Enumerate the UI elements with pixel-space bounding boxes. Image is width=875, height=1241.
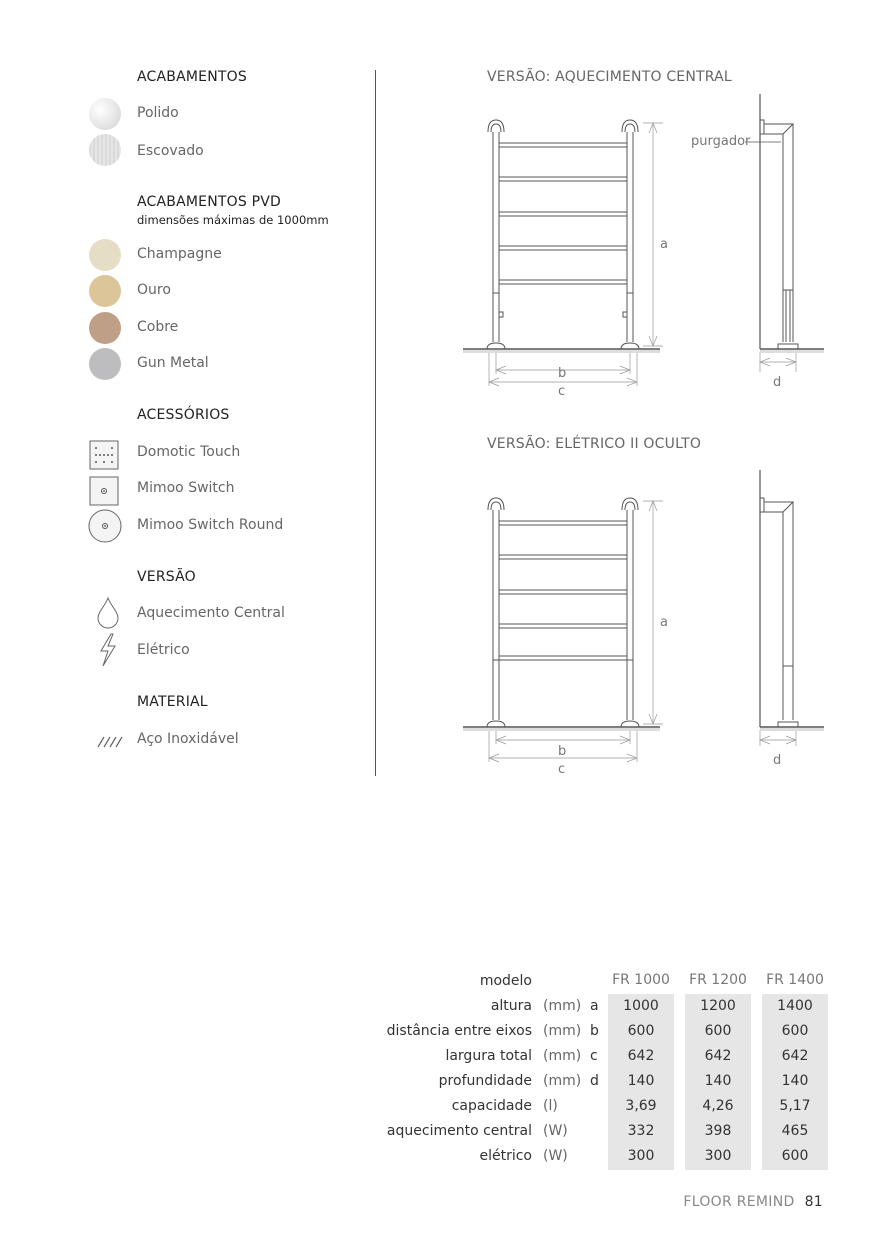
lightning-icon — [95, 632, 121, 668]
spec-cell: 600 — [781, 1023, 809, 1039]
spec-row-unit: (mm) — [543, 1073, 582, 1089]
spec-row-unit: (l) — [543, 1098, 558, 1114]
central-dim-b: b — [558, 366, 567, 381]
spec-cell: 300 — [704, 1148, 732, 1164]
swatch-cobre — [89, 312, 121, 344]
spec-cell: 1000 — [623, 998, 659, 1014]
spec-cell: 600 — [627, 1023, 655, 1039]
spec-cell: 140 — [781, 1073, 809, 1089]
spec-row-unit: (mm) — [543, 1023, 582, 1039]
finishes-heading: ACABAMENTOS — [137, 69, 247, 85]
spec-row-label: elétrico — [479, 1148, 532, 1164]
table-row — [0, 1019, 875, 1044]
pvd-gun-metal-label: Gun Metal — [137, 355, 209, 371]
pvd-ouro-label: Ouro — [137, 282, 171, 298]
spec-cell: 4,26 — [702, 1098, 734, 1114]
spec-cell: 465 — [781, 1123, 809, 1139]
spec-row-label: capacidade — [451, 1098, 532, 1114]
spec-cell: 600 — [704, 1023, 732, 1039]
spec-row-unit: (W) — [543, 1123, 568, 1139]
spec-model-3: FR 1400 — [766, 972, 824, 988]
footer-product: FLOOR REMIND — [683, 1194, 795, 1210]
column-divider — [375, 70, 376, 776]
material-steel-label: Aço Inoxidável — [137, 731, 239, 747]
table-row — [0, 994, 875, 1019]
central-dim-a: a — [660, 237, 668, 252]
accessory-mimoo-switch-label: Mimoo Switch — [137, 480, 235, 496]
pvd-heading: ACABAMENTOS PVD — [137, 194, 281, 210]
page-number: 81 — [804, 1194, 823, 1210]
spec-cell: 398 — [704, 1123, 732, 1139]
pvd-cobre-label: Cobre — [137, 319, 179, 335]
central-dim-c: c — [558, 384, 566, 399]
water-drop-icon — [95, 596, 121, 630]
spec-model-2: FR 1200 — [689, 972, 747, 988]
spec-row-label: distância entre eixos — [386, 1023, 532, 1039]
spec-cell: 140 — [627, 1073, 655, 1089]
central-dim-d: d — [773, 375, 782, 390]
electric-dim-b: b — [558, 744, 567, 759]
spec-row-unit: (mm) — [543, 1048, 582, 1064]
spec-header-label: modelo — [479, 973, 532, 989]
swatch-gun-metal — [89, 348, 121, 380]
spec-row-unit: (mm) — [543, 998, 582, 1014]
electric-dim-a: a — [660, 615, 668, 630]
domotic-touch-icon — [89, 440, 119, 470]
electric-dim-c: c — [558, 762, 566, 776]
spec-cell: 642 — [781, 1048, 809, 1064]
central-technical-drawing — [460, 90, 840, 400]
spec-row-letter: d — [590, 1073, 599, 1089]
spec-model-1: FR 1000 — [612, 972, 670, 988]
accessory-domotic-touch-label: Domotic Touch — [137, 444, 241, 460]
spec-cell: 600 — [781, 1148, 809, 1164]
version-central-label: Aquecimento Central — [137, 605, 285, 621]
table-row — [0, 1044, 875, 1069]
pvd-champagne-label: Champagne — [137, 246, 222, 262]
finish-escovado-label: Escovado — [137, 143, 204, 159]
spec-row-letter: c — [590, 1048, 598, 1064]
version-electric-label: Elétrico — [137, 642, 190, 658]
table-row — [0, 1094, 875, 1119]
spec-row-label: aquecimento central — [386, 1123, 532, 1139]
purgador-label: purgador — [691, 134, 751, 149]
hatch-icon — [97, 735, 123, 749]
spec-cell: 300 — [627, 1148, 655, 1164]
spec-cell: 332 — [627, 1123, 655, 1139]
swatch-escovado — [89, 134, 121, 166]
spec-cell: 3,69 — [625, 1098, 657, 1114]
spec-cell: 1200 — [700, 998, 736, 1014]
spec-cell: 642 — [704, 1048, 732, 1064]
table-row — [0, 1069, 875, 1094]
finish-polido-label: Polido — [137, 105, 179, 121]
accessory-mimoo-switch-round-label: Mimoo Switch Round — [137, 517, 284, 533]
version-heading: VERSÃO — [137, 569, 196, 585]
material-heading: MATERIAL — [137, 694, 208, 710]
spec-row-letter: a — [590, 998, 599, 1014]
electric-technical-drawing — [460, 466, 840, 776]
swatch-ouro — [89, 275, 121, 307]
spec-row-letter: b — [590, 1023, 599, 1039]
electric-version-title: VERSÃO: ELÉTRICO II OCULTO — [487, 436, 702, 452]
electric-dim-d: d — [773, 753, 782, 768]
spec-row-label: largura total — [445, 1048, 532, 1064]
swatch-champagne — [89, 239, 121, 271]
swatch-polido — [89, 98, 121, 130]
pvd-subtitle: dimensões máximas de 1000mm — [137, 213, 329, 227]
spec-row-label: profundidade — [438, 1073, 532, 1089]
table-row — [0, 1119, 875, 1144]
page-footer — [683, 1194, 823, 1210]
central-version-title: VERSÃO: AQUECIMENTO CENTRAL — [487, 69, 732, 85]
spec-row-label: altura — [490, 998, 532, 1014]
table-row — [0, 1144, 875, 1169]
spec-row-unit: (W) — [543, 1148, 568, 1164]
spec-cell: 642 — [627, 1048, 655, 1064]
spec-cell: 1400 — [777, 998, 813, 1014]
spec-cell: 140 — [704, 1073, 732, 1089]
accessories-heading: ACESSÓRIOS — [137, 407, 230, 423]
mimoo-switch-icon — [89, 476, 119, 506]
spec-cell: 5,17 — [779, 1098, 811, 1114]
mimoo-switch-round-icon — [88, 509, 122, 543]
